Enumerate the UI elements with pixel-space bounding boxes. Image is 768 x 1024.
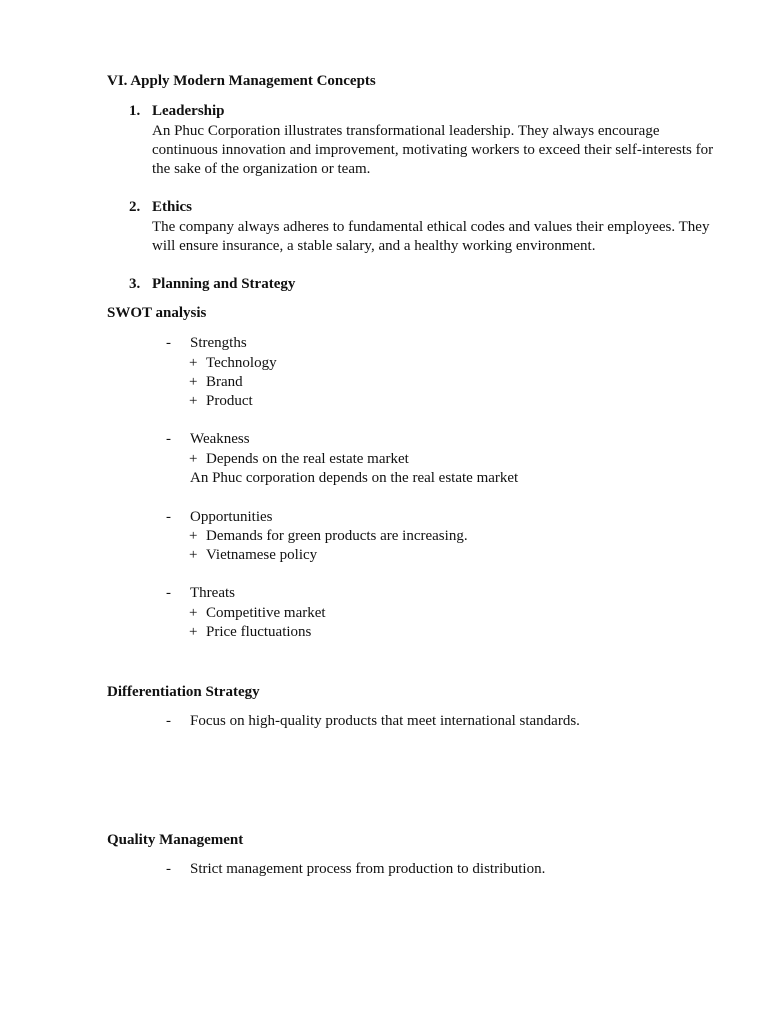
item-2-body: The company always adheres to fundamental ethical codes and values their employees. They will ensure insurance, a stable salary, and a healthy working environment.: [152, 219, 710, 254]
plus-marker: +: [189, 374, 198, 390]
strengths-dash: -: [166, 335, 171, 351]
plus-marker: +: [189, 355, 198, 371]
plus-marker: +: [189, 605, 198, 621]
threat-competitive-market: Competitive market: [206, 605, 326, 621]
item-2-number: 2.: [129, 199, 141, 215]
quality-heading: Quality Management: [107, 832, 244, 848]
weakness-dash: -: [166, 431, 171, 447]
weakness-label: Weakness: [190, 431, 250, 447]
swot-heading: SWOT analysis: [107, 305, 207, 321]
strength-product: Product: [206, 393, 253, 409]
item-1-body: An Phuc Corporation illustrates transformational leadership. They always encourage continuous innovation and improvement, motivating workers to exceed their self-interests for the sake of the organization or team.: [152, 123, 714, 177]
strengths-label: Strengths: [190, 335, 247, 351]
plus-marker: +: [189, 528, 198, 544]
plus-marker: +: [189, 547, 198, 563]
strength-technology: Technology: [206, 355, 277, 371]
weakness-point: Depends on the real estate market: [206, 451, 409, 467]
differentiation-dash: -: [166, 713, 171, 729]
item-1-number: 1.: [129, 103, 141, 119]
quality-dash: -: [166, 861, 171, 877]
opportunities-label: Opportunities: [190, 509, 273, 525]
threats-label: Threats: [190, 585, 235, 601]
plus-marker: +: [189, 451, 198, 467]
plus-marker: +: [189, 393, 198, 409]
differentiation-point: Focus on high-quality products that meet international standards.: [190, 713, 580, 729]
item-3-number: 3.: [129, 276, 141, 292]
strength-brand: Brand: [206, 374, 243, 390]
weakness-note: An Phuc corporation depends on the real estate market: [190, 470, 519, 486]
section-title: VI. Apply Modern Management Concepts: [107, 73, 376, 89]
item-2-title: Ethics: [152, 199, 193, 215]
threat-price-fluctuations: Price fluctuations: [206, 624, 312, 640]
opportunity-vietnamese-policy: Vietnamese policy: [206, 547, 318, 563]
item-1-title: Leadership: [152, 103, 225, 119]
opportunities-dash: -: [166, 509, 171, 525]
differentiation-heading: Differentiation Strategy: [107, 684, 260, 700]
threats-dash: -: [166, 585, 171, 601]
quality-point: Strict management process from production to distribution.: [190, 861, 546, 877]
opportunity-green-demand: Demands for green products are increasing.: [206, 528, 468, 544]
item-3-title: Planning and Strategy: [152, 276, 296, 292]
plus-marker: +: [189, 624, 198, 640]
